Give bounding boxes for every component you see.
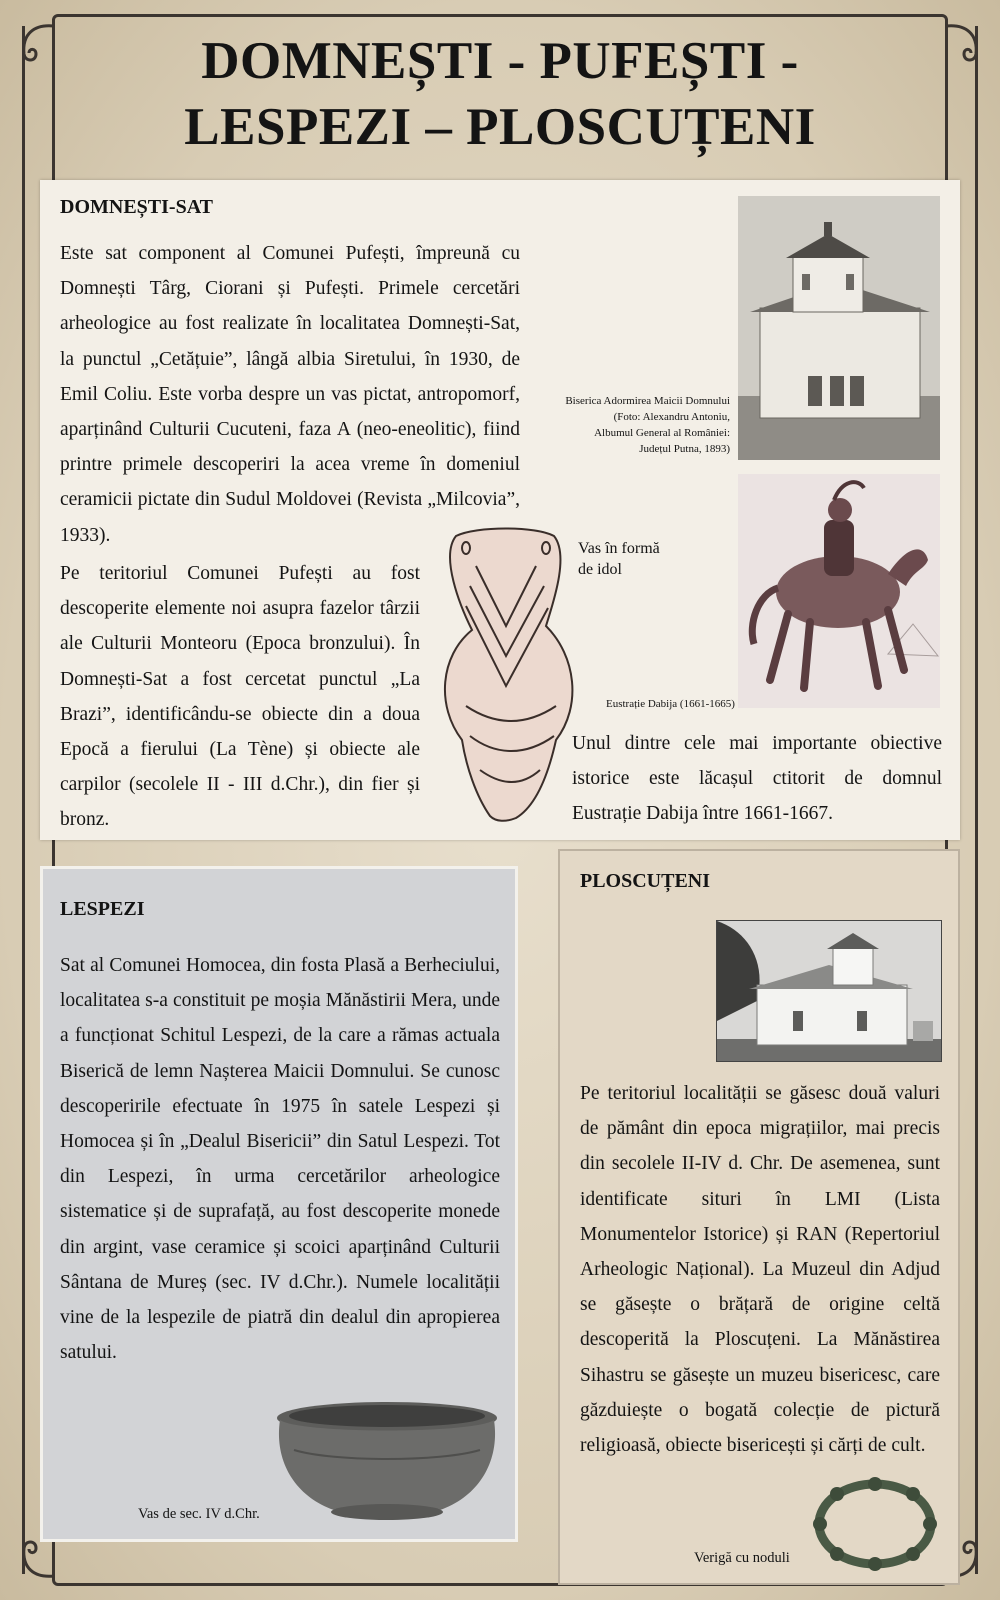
domnesti-paragraph-2: Pe teritoriul Comunei Pufești au fost descoperite elemente noi asupra fazelor târzii ale Culturii Monteoru (Epoca bronzului). În Domnești-Sat a fost cercetat punctul „La Brazi”, identificându-se obiecte din a doua Epocă a fierului (La Tène) și obiecte ale carpilor (secolele II - III d.Chr.), din fier și bronz. (60, 563, 420, 831)
vessel-caption: Vas de sec. IV d.Chr. (138, 1506, 260, 1522)
church-photo (738, 196, 940, 460)
lespezi-paragraph: Sat al Comunei Homocea, din fosta Plasă a Berheciului, localitatea s-a constituit pe moșia Mănăstirii Mera, unde a funcționat Schitul Lespezi, de la care a rămas actuala Biserică de lemn Nașterea Maicii Domnului. Se cunosc descoperirile efectuate în 1975 în satele Lespezi și Homocea și în „Dealul Bisericii” din Satul Lespezi. Tot din Lespezi, în urma cercetărilor arheologice sistematice și de suprafață, au fost descoperite monede din argint, vase ceramice și scoici aparținând Culturii Sântana de Mureș (sec. IV d.Chr.). Numele localității vine de la lespezile de piatră din dealul din apropierea satului. (60, 955, 500, 1364)
domnesti-paragraph-1: Este sat component al Comunei Pufești, împreună cu Domnești Târg, Ciorani și Pufești. Primele cercetări arheologice au fost realizate în localitatea Domnești-Sat, la punctul „Cetățuie”, lângă albia Siretului, în 1930, de Emil Coliu. Este vorba despre un vas pictat, antropomorf, aparținând Culturii Cucuteni, faza A (neo-eneolitic), fiind printre primele descoperiri la acea vreme în domeniul ceramicii pictate din Sudul Moldovei (Revista „Milcovia”, 1933). (60, 243, 520, 546)
horseman-engraving (738, 474, 940, 708)
lespezi-heading: LESPEZI (60, 898, 145, 920)
ceramic-vessel-photo (274, 1400, 500, 1522)
ploscuteni-paragraph: Pe teritoriul localității se găsesc două valuri de pământ din epoca migrațiilor, mai precis din secolele II-IV d. Chr. De asemenea, sunt identificate situri în LMI (Lista Monumentelor Istorice) și RAN (Repertoriul Arheologic Național). La Muzeul din Adjud se găsește o brățară de origine celtă descoperită la Ploscuțeni. La Mănăstirea Sihastru se găsește un muzeu bisericesc, care găzduiește o bogată colecție de pictură religioasă, obiecte bisericești și cărți de cult. (580, 1083, 940, 1457)
idol-label-line: de idol (578, 561, 622, 578)
idol-label (578, 538, 660, 580)
corner-ornament-icon (14, 20, 62, 68)
bracelet-caption: Verigă cu noduli (694, 1550, 790, 1566)
bronze-bracelet-photo (806, 1470, 944, 1578)
ploscuteni-heading: PLOSCUȚENI (580, 870, 711, 892)
idol-vessel-drawing (436, 526, 586, 824)
corner-ornament-icon (938, 20, 986, 68)
church-caption-line: Județul Putna, 1893) (639, 443, 730, 455)
domnesti-paragraph-3: Unul dintre cele mai importante obiective istorice este lăcașul ctitorit de domnul Eustrație Dabija între 1661-1667. (572, 733, 942, 825)
monastery-photo (716, 920, 942, 1062)
domnesti-heading: DOMNEȘTI-SAT (60, 196, 213, 218)
church-caption-line: (Foto: Alexandru Antoniu, (613, 411, 730, 423)
church-caption-line: Biserica Adormirea Maicii Domnului (565, 395, 730, 407)
church-caption-line: Albumul General al României: (594, 427, 730, 439)
title-line-1: DOMNEȘTI - PUFEȘTI - (201, 32, 799, 90)
idol-label-line: Vas în formă (578, 540, 660, 557)
page-title (60, 28, 940, 160)
church-caption (548, 393, 730, 457)
title-line-2: LESPEZI – PLOSCUȚENI (184, 98, 816, 156)
rider-caption: Eustrație Dabija (1661-1665) (606, 698, 735, 710)
